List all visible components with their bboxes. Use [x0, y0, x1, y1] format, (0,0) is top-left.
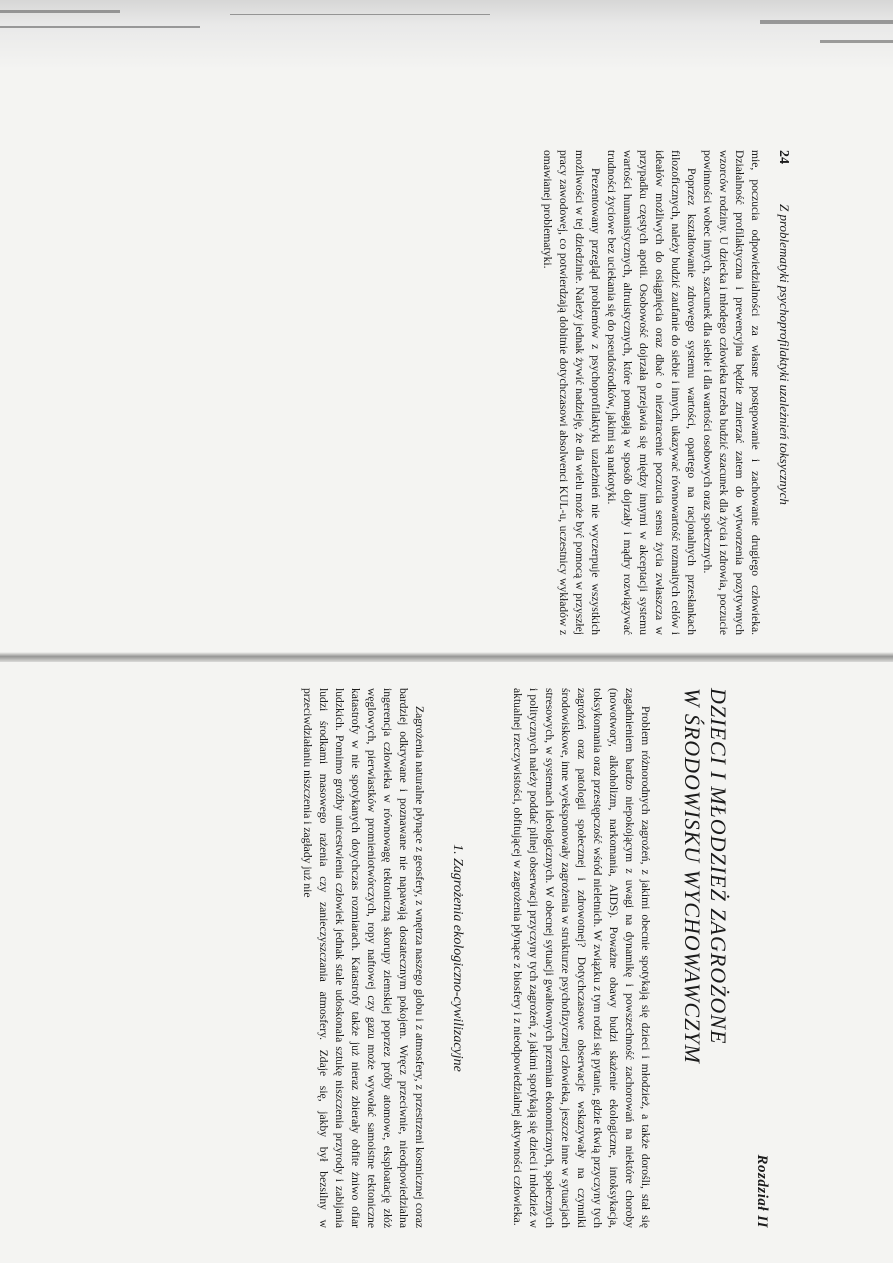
chapter-title-line: DZIECI I MŁODZIEŻ ZAGROŻONE [706, 688, 731, 1045]
scan-streak [0, 26, 200, 28]
chapter-label: Rozdział II [754, 1154, 770, 1228]
scan-streak [230, 14, 490, 15]
chapter-title [679, 688, 731, 1228]
intro-paragraph: Problem różnorodnych zagrożeń, z jakimi obecnie spotykają się dzieci i młodzież, a także dorośli, stał się zagadnieniem bardzo niepokojącym z uwagi na dynamikę i powszechność zachorowań na niektóre choroby (nowotwory, alkoholizm, narkomania, AIDS). Poważne obawy budzi skażenie ekologiczne, intoksykacja, toksykomania oraz przestępczość wśród nieletnich. W związku z tym rodzi się pytanie, gdzie tkwią przyczyny tych zagrożeń oraz patologii społecznej i zdrowotnej? Dotychczasowe obserwacje wskazywały na czynniki środowiskowe, inne wyeksponowały zagrożenia w strukturze psychofizycznej człowieka, jeszcze inne w sytuacjach stresowych, w systemach ideologicznych. W obecnej sytuacji gwałtownych przemian ekonomicznych, społecznych i politycznych należy poddać pilnej obserwacji przyczyny tych zagrożeń, z jakimi spotykają się dzieci i młodzież w aktualnej rzeczywistości, obfitującej w zagrożenia płynące z biosfery i z nieodpowiedzialnej aktywności człowieka. [511, 688, 652, 1228]
chapter-title-line: W ŚRODOWISKU WYCHOWAWCZYM [680, 688, 705, 1064]
paragraph: Prezentowany przegląd problemów z psychoprofilaktyki uzależnień nie wyczerpuje wszystkich możliwości w tej dziedzinie. Należy jednak żywić nadzieję, że dla wielu może być pomocą w przyszłej pracy zawodowej, co potwierdzają dobitnie dotychczasowi absolwenci KUL-u, uczestnicy wykładów z omawianej problematyki. [541, 150, 602, 635]
scan-streak [820, 40, 893, 43]
scan-streak [760, 20, 893, 24]
paragraph: mie, poczucia odpowiedzialności za własne postępowanie i zachowanie drugiego człowieka. Działalność profilaktyczna i prewencyjna będzie zmierzać zatem do wytworzenia pozytywnych wzorców rodziny. U dziecka i młodego człowieka trzeba budzić szacunek dla życia i zdrowia, poczucie powinności wobec innych, szacunek dla siebie i dla wartości osobowych oraz społecznych. [701, 150, 762, 635]
page-number: 24 [776, 150, 791, 164]
scan-shadow [0, 0, 893, 70]
paragraph: Poprzez kształtowanie zdrowego systemu wartości, opartego na racjonalnych przesłankach filozoficznych, należy budzić zaufanie do siebie i innych, ukazywać równowartość rozmaitych celów i ideałów możliwych do osiągnięcia oraz dbać o niezatracenie poczucia sensu życia zwłaszcza w przypadku częstych apotii. Osobowość dojrzała przejawia się między innymi w akceptacji systemu wartości humanistycznych, altruistycznych, które pomagają w sposób dojrzały i mądry rozwiązywać trudności życiowe bez uciekania się do pseudośrodków, jakimi są narkotyki. [605, 150, 698, 635]
page-gutter [0, 652, 893, 662]
right-page [299, 688, 770, 1228]
running-title: Z problematyki psychoprofilaktyki uzależnień toksycznych [777, 204, 792, 505]
running-head [775, 150, 792, 635]
section-title: 1. Zagrożenia ekologiczno-cywilizacyjne [450, 844, 465, 1072]
scan-streak [0, 10, 120, 13]
left-page [539, 150, 792, 635]
section-paragraph: Zagrożenia naturalne płynące z geosfery, z wnętrza naszego globu i z atmosfery, z przestrzeni kosmicznej coraz bardziej odkrywane i poznawane nie napawają dostatecznym pokojem. Wręcz przeciwnie, nieodpowiedzialna ingerencja człowieka w równowagę tektoniczną skorupy ziemskiej poprzez próby atomowe, eksploatację złóż węglowych, pierwiastków promieniotwórczych, ropy naftowej czy gazu może wywołać samoistne tektoniczne katastrofy w nie spotykanych dotychczas rozmiarach. Katastrofy także już nieraz zbierały obfite żniwo ofiar ludzkich. Pomimo groźby unicestwienia człowiek jednak stale udoskonala sztukę niszczenia przyrody i zabijania ludzi środkami masowego rażenia czy zanieczyszczania atmosfery. Zdaje się, jakby był bezsilny w przeciwdziałaniu niszczenia i zagłady już nie [301, 688, 426, 1228]
